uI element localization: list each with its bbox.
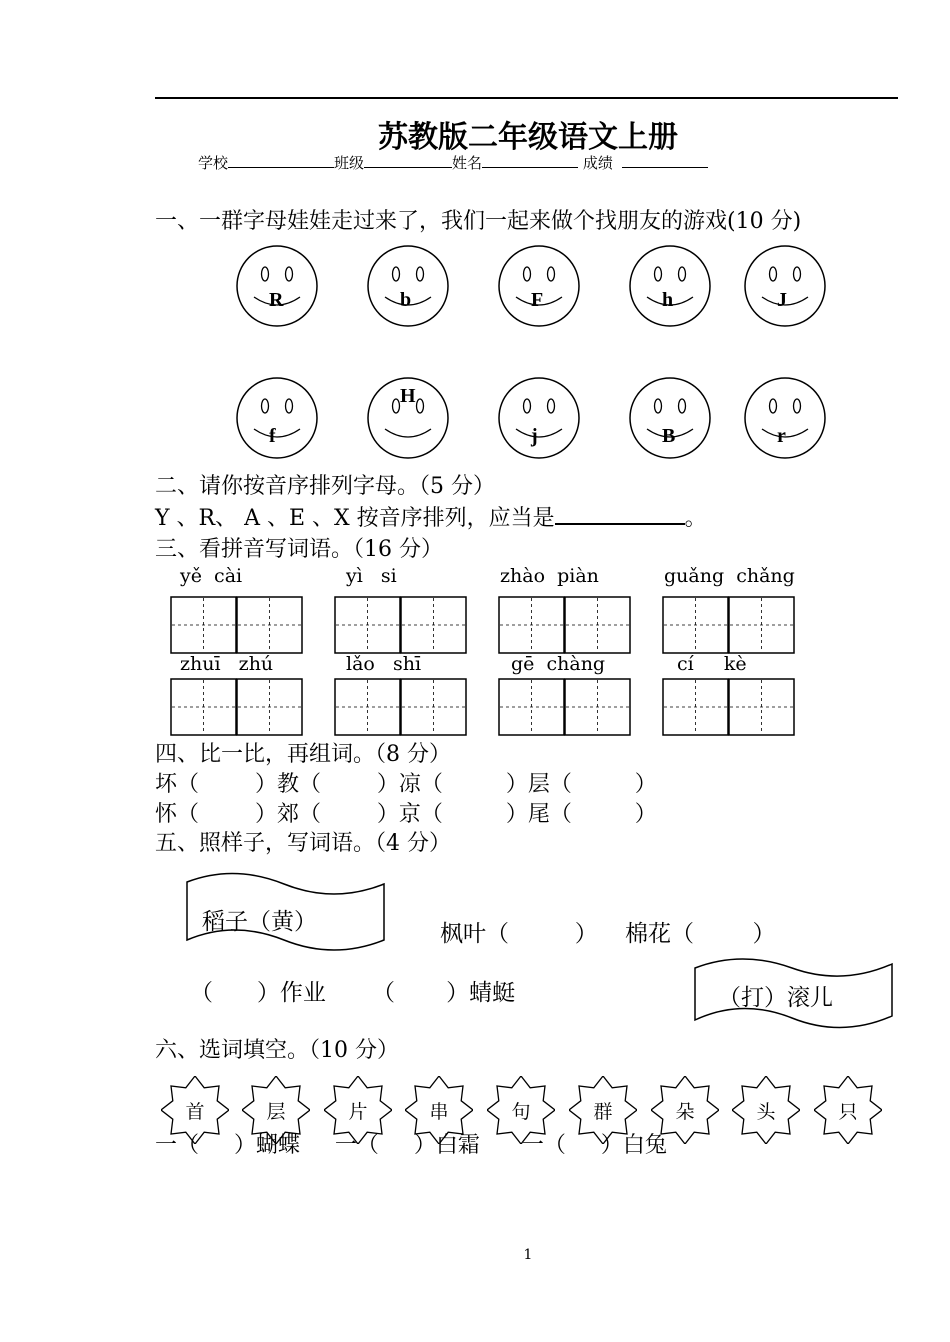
q5-item-cotton: 棉花（ ） (625, 921, 776, 947)
smiley-face[interactable] (232, 241, 322, 331)
smiley-face[interactable] (494, 241, 584, 331)
tianzige-grid[interactable] (662, 596, 796, 655)
face-letter: f (269, 425, 276, 447)
q5-example-1: 稻子（黄） (202, 909, 317, 935)
student-info-line (198, 152, 708, 173)
star-word[interactable]: 群 (593, 1101, 613, 1123)
star-word[interactable]: 串 (429, 1101, 449, 1123)
q2-letters: Y 、R、 A 、E 、X 按音序排列，应当是 (155, 506, 555, 531)
tianzige-grid[interactable] (334, 678, 468, 737)
smiley-face[interactable] (232, 373, 322, 463)
left-eye (262, 267, 269, 281)
tianzige-grid[interactable] (170, 596, 304, 655)
pinyin-zhaopian: zhào piàn (500, 565, 599, 587)
star-word[interactable]: 句 (511, 1101, 531, 1123)
right-eye (679, 399, 686, 413)
tianzige-grid[interactable] (498, 678, 632, 737)
page-title: 苏教版二年级语文上册 (378, 120, 678, 155)
star-word[interactable]: 朵 (675, 1101, 695, 1123)
left-eye (524, 399, 531, 413)
left-eye (393, 267, 400, 281)
pinyin-laoshi: lǎo shī (346, 653, 422, 675)
left-eye (393, 399, 400, 413)
smiley-face[interactable] (740, 373, 830, 463)
smile-mouth (516, 429, 562, 437)
smile-mouth (254, 429, 300, 437)
face-letter: J (777, 289, 787, 311)
left-eye (524, 267, 531, 281)
right-eye (417, 267, 424, 281)
class-label: 班级 (334, 154, 365, 172)
smiley-face[interactable] (625, 373, 715, 463)
q4-heading: 四、比一比，再组词。（8 分） (155, 742, 451, 767)
q3-heading: 三、看拼音写词语。（16 分） (155, 537, 443, 562)
top-rule (155, 97, 898, 99)
face-letter: h (662, 289, 674, 311)
face-letter: j (531, 425, 538, 447)
school-blank[interactable] (228, 153, 334, 168)
tianzige-grid[interactable] (662, 678, 796, 737)
left-eye (655, 399, 662, 413)
face-letter: b (400, 289, 412, 311)
star-word[interactable]: 首 (185, 1101, 205, 1123)
star-word[interactable]: 只 (838, 1101, 858, 1123)
right-eye (286, 399, 293, 413)
name-blank[interactable] (482, 153, 578, 168)
q2-period: 。 (684, 506, 707, 531)
right-eye (548, 399, 555, 413)
left-eye (770, 267, 777, 281)
q2-heading: 二、请你按音序排列字母。（5 分） (155, 474, 495, 499)
left-eye (770, 399, 777, 413)
score-label: 成绩 (582, 154, 613, 172)
pinyin-cike: cí kè (677, 653, 747, 675)
q5-item-maple: 枫叶（ ） (440, 921, 598, 947)
q2-line (155, 501, 707, 532)
face-letter: R (269, 289, 284, 311)
pinyin-guangchang: guǎng chǎng (664, 565, 795, 587)
page-number: 1 (523, 1247, 533, 1263)
face-letter: B (662, 425, 676, 447)
right-eye (417, 399, 424, 413)
pinyin-yecai: yě cài (180, 565, 243, 587)
right-eye (679, 267, 686, 281)
q4-line-1: 坏（ ）教（ ）凉（ ）层（ ） (155, 772, 657, 797)
q5-example-2: （打）滚儿 (718, 985, 833, 1011)
face-letter: r (777, 425, 786, 447)
q5-item-dragonfly: （ ）蜻蜓 (372, 980, 516, 1006)
tianzige-grid[interactable] (334, 596, 468, 655)
smiley-face[interactable] (494, 373, 584, 463)
star-word[interactable]: 片 (348, 1101, 368, 1123)
smiley-face[interactable] (363, 241, 453, 331)
q6-heading: 六、选词填空。（10 分） (155, 1038, 399, 1063)
name-label: 姓名 (452, 154, 483, 172)
q5-heading: 五、照样子，写词语。（4 分） (155, 831, 451, 856)
right-eye (794, 399, 801, 413)
q5-item-homework: （ ）作业 (190, 980, 326, 1006)
face-letter: F (531, 289, 544, 311)
school-label: 学校 (198, 154, 229, 172)
smiley-face[interactable] (625, 241, 715, 331)
face-letter: H (400, 385, 416, 407)
right-eye (548, 267, 555, 281)
q6-fill-line: 一（ ）蝴蝶 一（ ）白霜 一（ ）白兔 (155, 1133, 667, 1158)
star-word[interactable]: 层 (266, 1101, 286, 1123)
right-eye (794, 267, 801, 281)
left-eye (262, 399, 269, 413)
pinyin-gechang: gē chàng (511, 653, 606, 675)
pinyin-yisi: yì si (346, 565, 397, 587)
q1-heading: 一、一群字母娃娃走过来了，我们一起来做个找朋友的游戏(10 分) (155, 209, 802, 234)
pinyin-zhuizhu: zhuī zhú (180, 653, 274, 675)
q4-line-2: 怀（ ）郊（ ）京（ ）尾（ ） (155, 802, 657, 827)
class-blank[interactable] (364, 153, 452, 168)
score-blank[interactable] (622, 153, 708, 168)
left-eye (655, 267, 662, 281)
right-eye (286, 267, 293, 281)
smiley-face[interactable] (740, 241, 830, 331)
smile-mouth (385, 429, 431, 437)
star-word[interactable]: 头 (756, 1101, 776, 1123)
smiley-face[interactable] (363, 373, 453, 463)
tianzige-grid[interactable] (498, 596, 632, 655)
tianzige-grid[interactable] (170, 678, 304, 737)
q2-answer-blank[interactable] (555, 504, 685, 525)
